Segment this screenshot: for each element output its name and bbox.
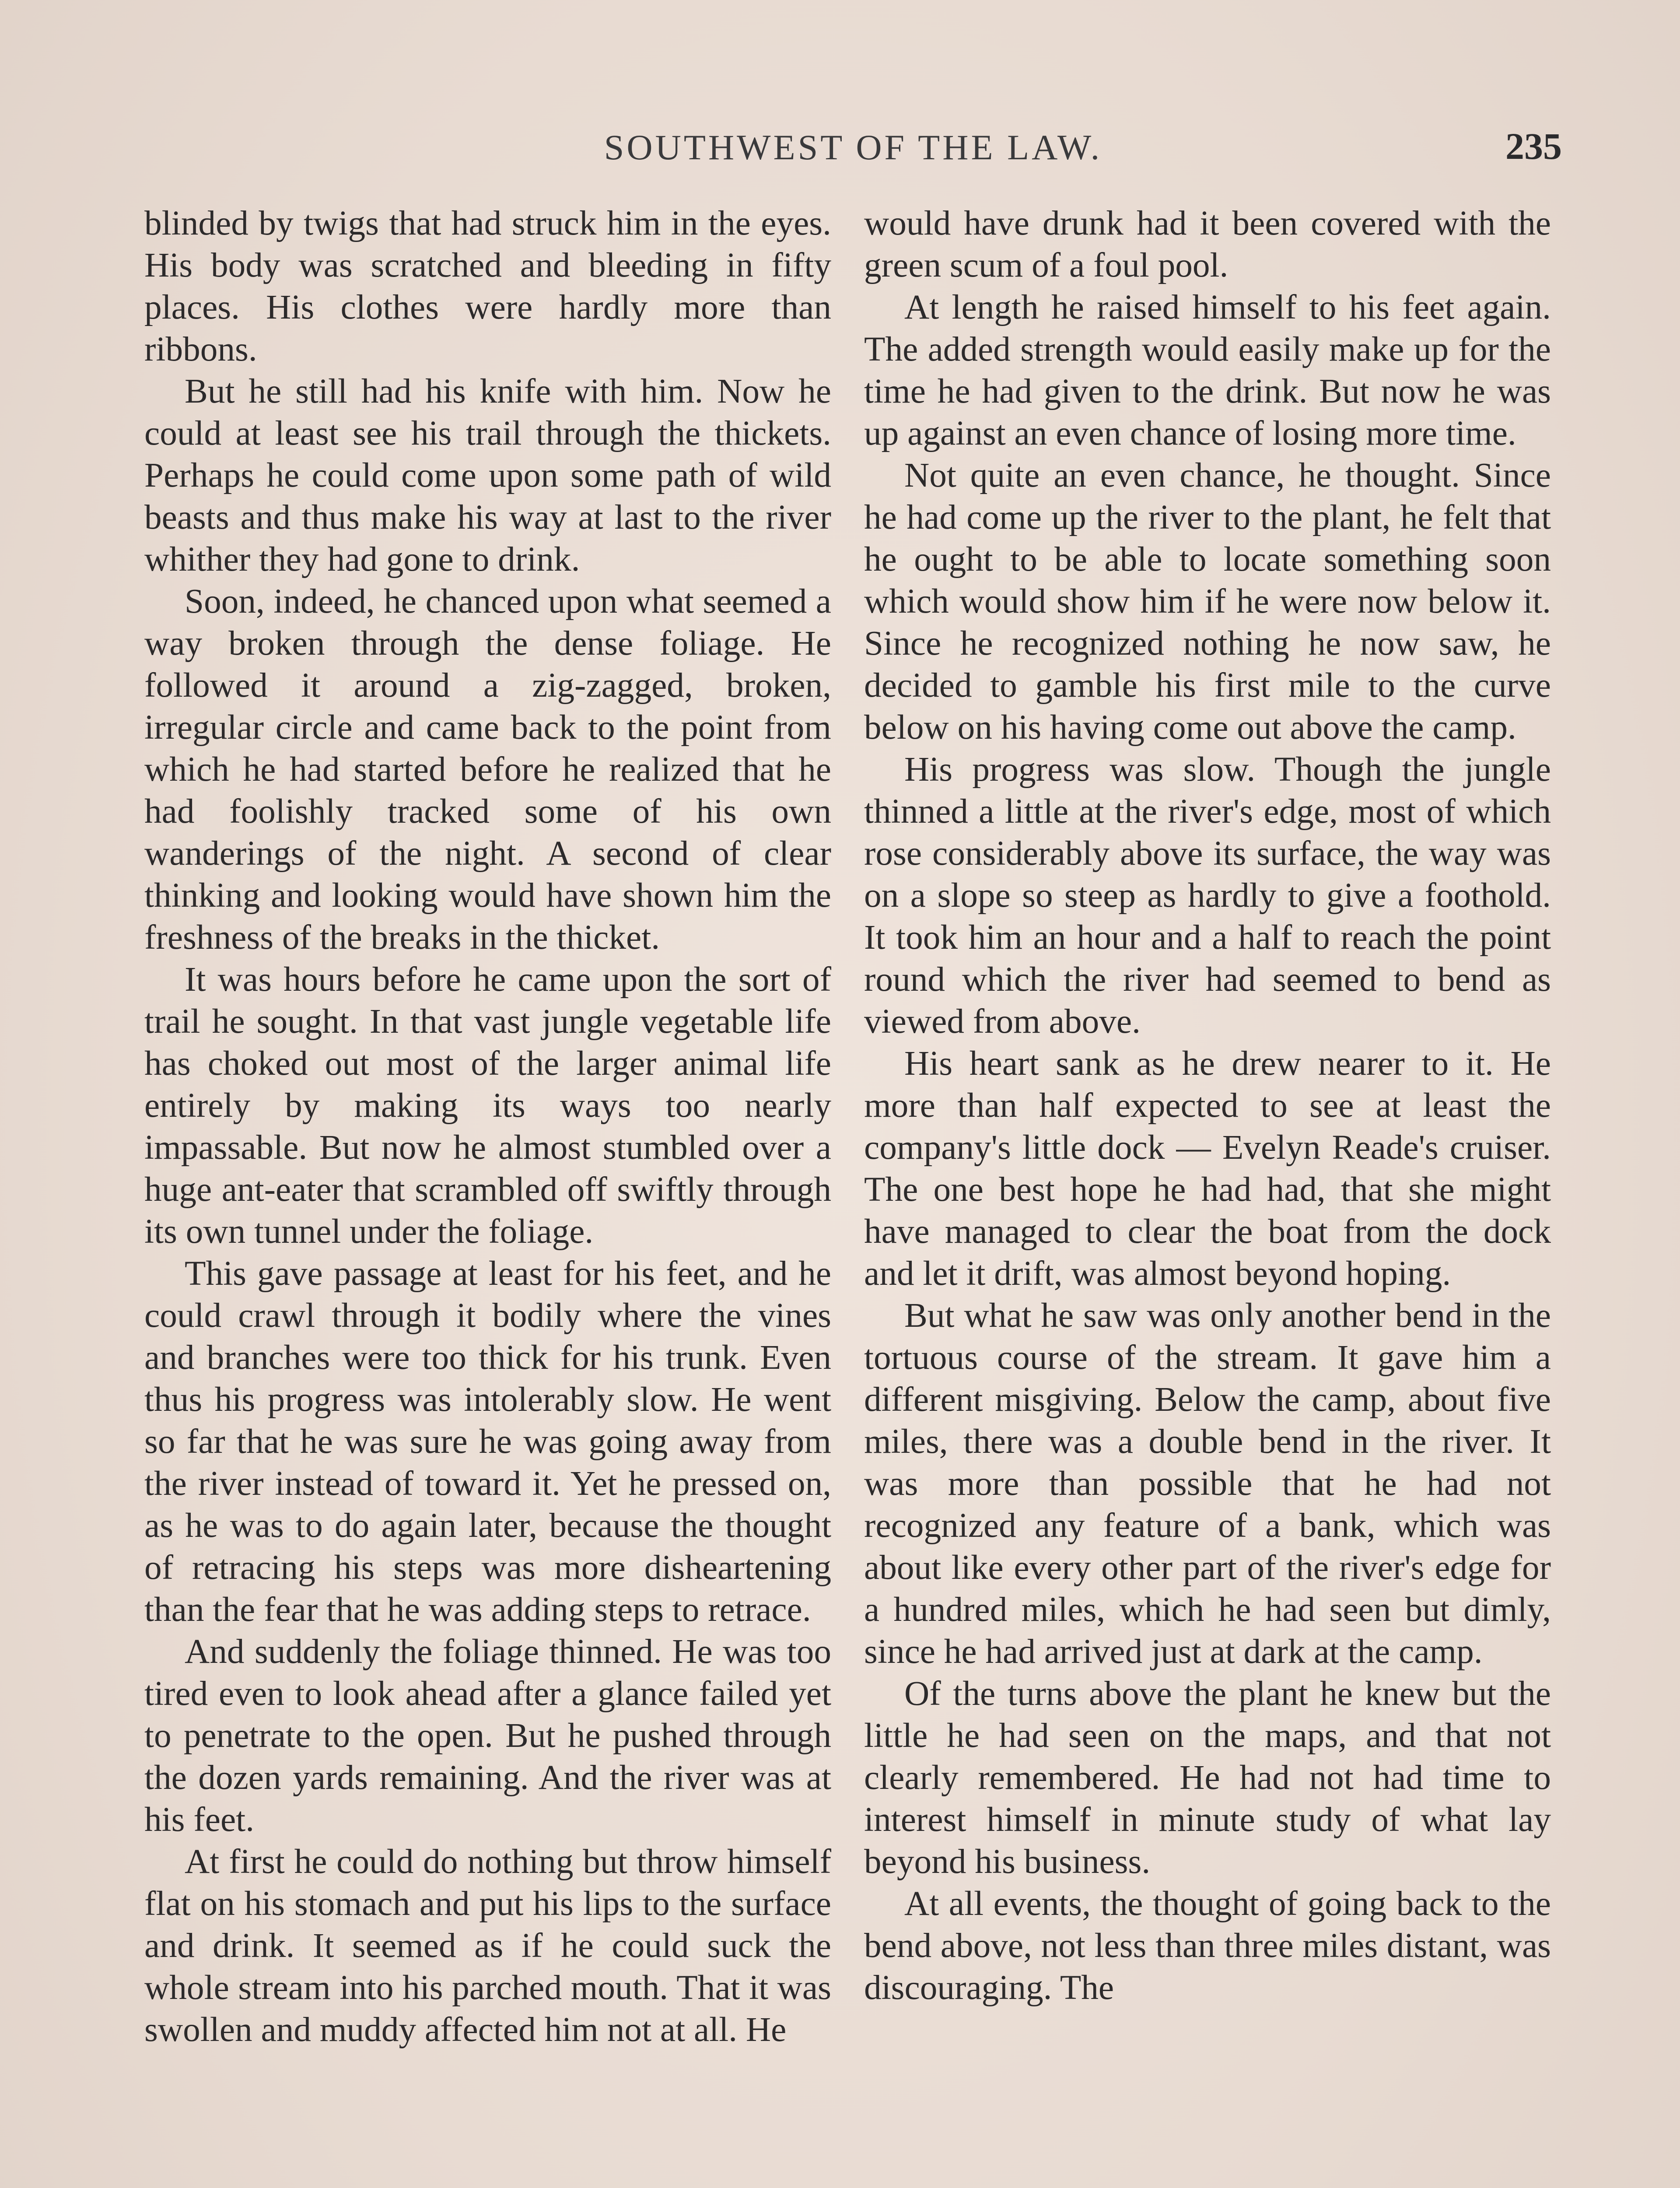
paragraph: At length he raised himself to his feet again. The added strength would easily make up for the time he had given to the drink. But now he was up against an even chance of losing more time. bbox=[864, 288, 1551, 452]
paragraph: This gave passage at least for his feet, and he could crawl through it bodily where the vines and branches were too thick for his trunk. Even thus his progress was intolerably slow. He went so far that he was sure he was going away from the river instead of toward it. Yet he pressed on, as he was to do again later, because the thought of retracing his steps was more disheartening than the fear that he was adding steps to retrace. bbox=[144, 1254, 831, 1629]
paragraph: Not quite an even chance, he thought. Since he had come up the river to the plant, he felt that he ought to be able to locate something soon which would show him if he were now below it. Since he recognized nothing he now saw, he decided to gamble his first mile to the curve below on his having come out above the camp. bbox=[864, 456, 1551, 747]
paragraph: But he still had his knife with him. Now he could at least see his trail through the thickets. Perhaps he could come upon some path of wild beasts and thus make his way at last to the river whither they had gone to drink. bbox=[144, 372, 831, 579]
paragraph: Of the turns above the plant he knew but the little he had seen on the maps, and that not clearly remembered. He had not had time to interest himself in minute study of what lay beyond his business. bbox=[864, 1674, 1551, 1881]
paragraph: It was hours before he came upon the sort of trail he sought. In that vast jungle vegetable life has choked out most of the larger animal life entirely by making its ways too nearly impassable. But now he almost stumbled over a huge ant-eater that scrambled off swiftly through its own tunnel under the foliage. bbox=[144, 960, 831, 1251]
paragraph: And suddenly the foliage thinned. He was too tired even to look ahead after a glance failed yet to penetrate to the open. But he pushed through the dozen yards remaining. And the river was at his feet. bbox=[144, 1632, 831, 1839]
paragraph: At all events, the thought of going back to the bend above, not less than three miles distant, was discouraging. The bbox=[864, 1884, 1551, 2007]
paragraph: would have drunk had it been covered with the green scum of a foul pool. bbox=[864, 204, 1551, 284]
left-column bbox=[144, 202, 831, 2188]
page-number: 235 bbox=[1505, 125, 1562, 167]
paragraph: Soon, indeed, he chanced upon what seemed a way broken through the dense foliage. He followed it around a zig-zagged, broken, irregular circle and came back to the point from which he had started before he realized that he had foolishly tracked some of his own wanderings of the night. A second of clear thinking and looking would have shown him the freshness of the breaks in the thicket. bbox=[144, 582, 831, 957]
paragraph: His progress was slow. Though the jungle thinned a little at the river's edge, most of which rose considerably above its surface, the way was on a slope so steep as hardly to give a foothold. It took him an hour and a half to reach the point round which the river had seemed to bend as viewed from above. bbox=[864, 750, 1551, 1041]
right-column bbox=[864, 202, 1551, 2188]
page-header bbox=[144, 127, 1562, 179]
running-head: SOUTHWEST OF THE LAW. bbox=[604, 127, 1102, 167]
paragraph: His heart sank as he drew nearer to it. He more than half expected to see at least the company's little dock — Evelyn Reade's cruiser. The one best hope he had had, that she might have managed to clear the boat from the dock and let it drift, was almost beyond hoping. bbox=[864, 1044, 1551, 1293]
paragraph: blinded by twigs that had struck him in the eyes. His body was scratched and bleeding in fifty places. His clothes were hardly more than ribbons. bbox=[144, 204, 831, 368]
paragraph: But what he saw was only another bend in the tortuous course of the stream. It gave him a different misgiving. Below the camp, about five miles, there was a double bend in the river. It was more than possible that he had not recognized any feature of a bank, which was about like every other part of the river's edge for a hundred miles, which he had seen but dimly, since he had arrived just at dark at the camp. bbox=[864, 1296, 1551, 1671]
paragraph: At first he could do nothing but throw himself flat on his stomach and put his lips to the surface and drink. It seemed as if he could suck the whole stream into his parched mouth. That it was swollen and muddy affected him not at all. He bbox=[144, 1842, 831, 2049]
